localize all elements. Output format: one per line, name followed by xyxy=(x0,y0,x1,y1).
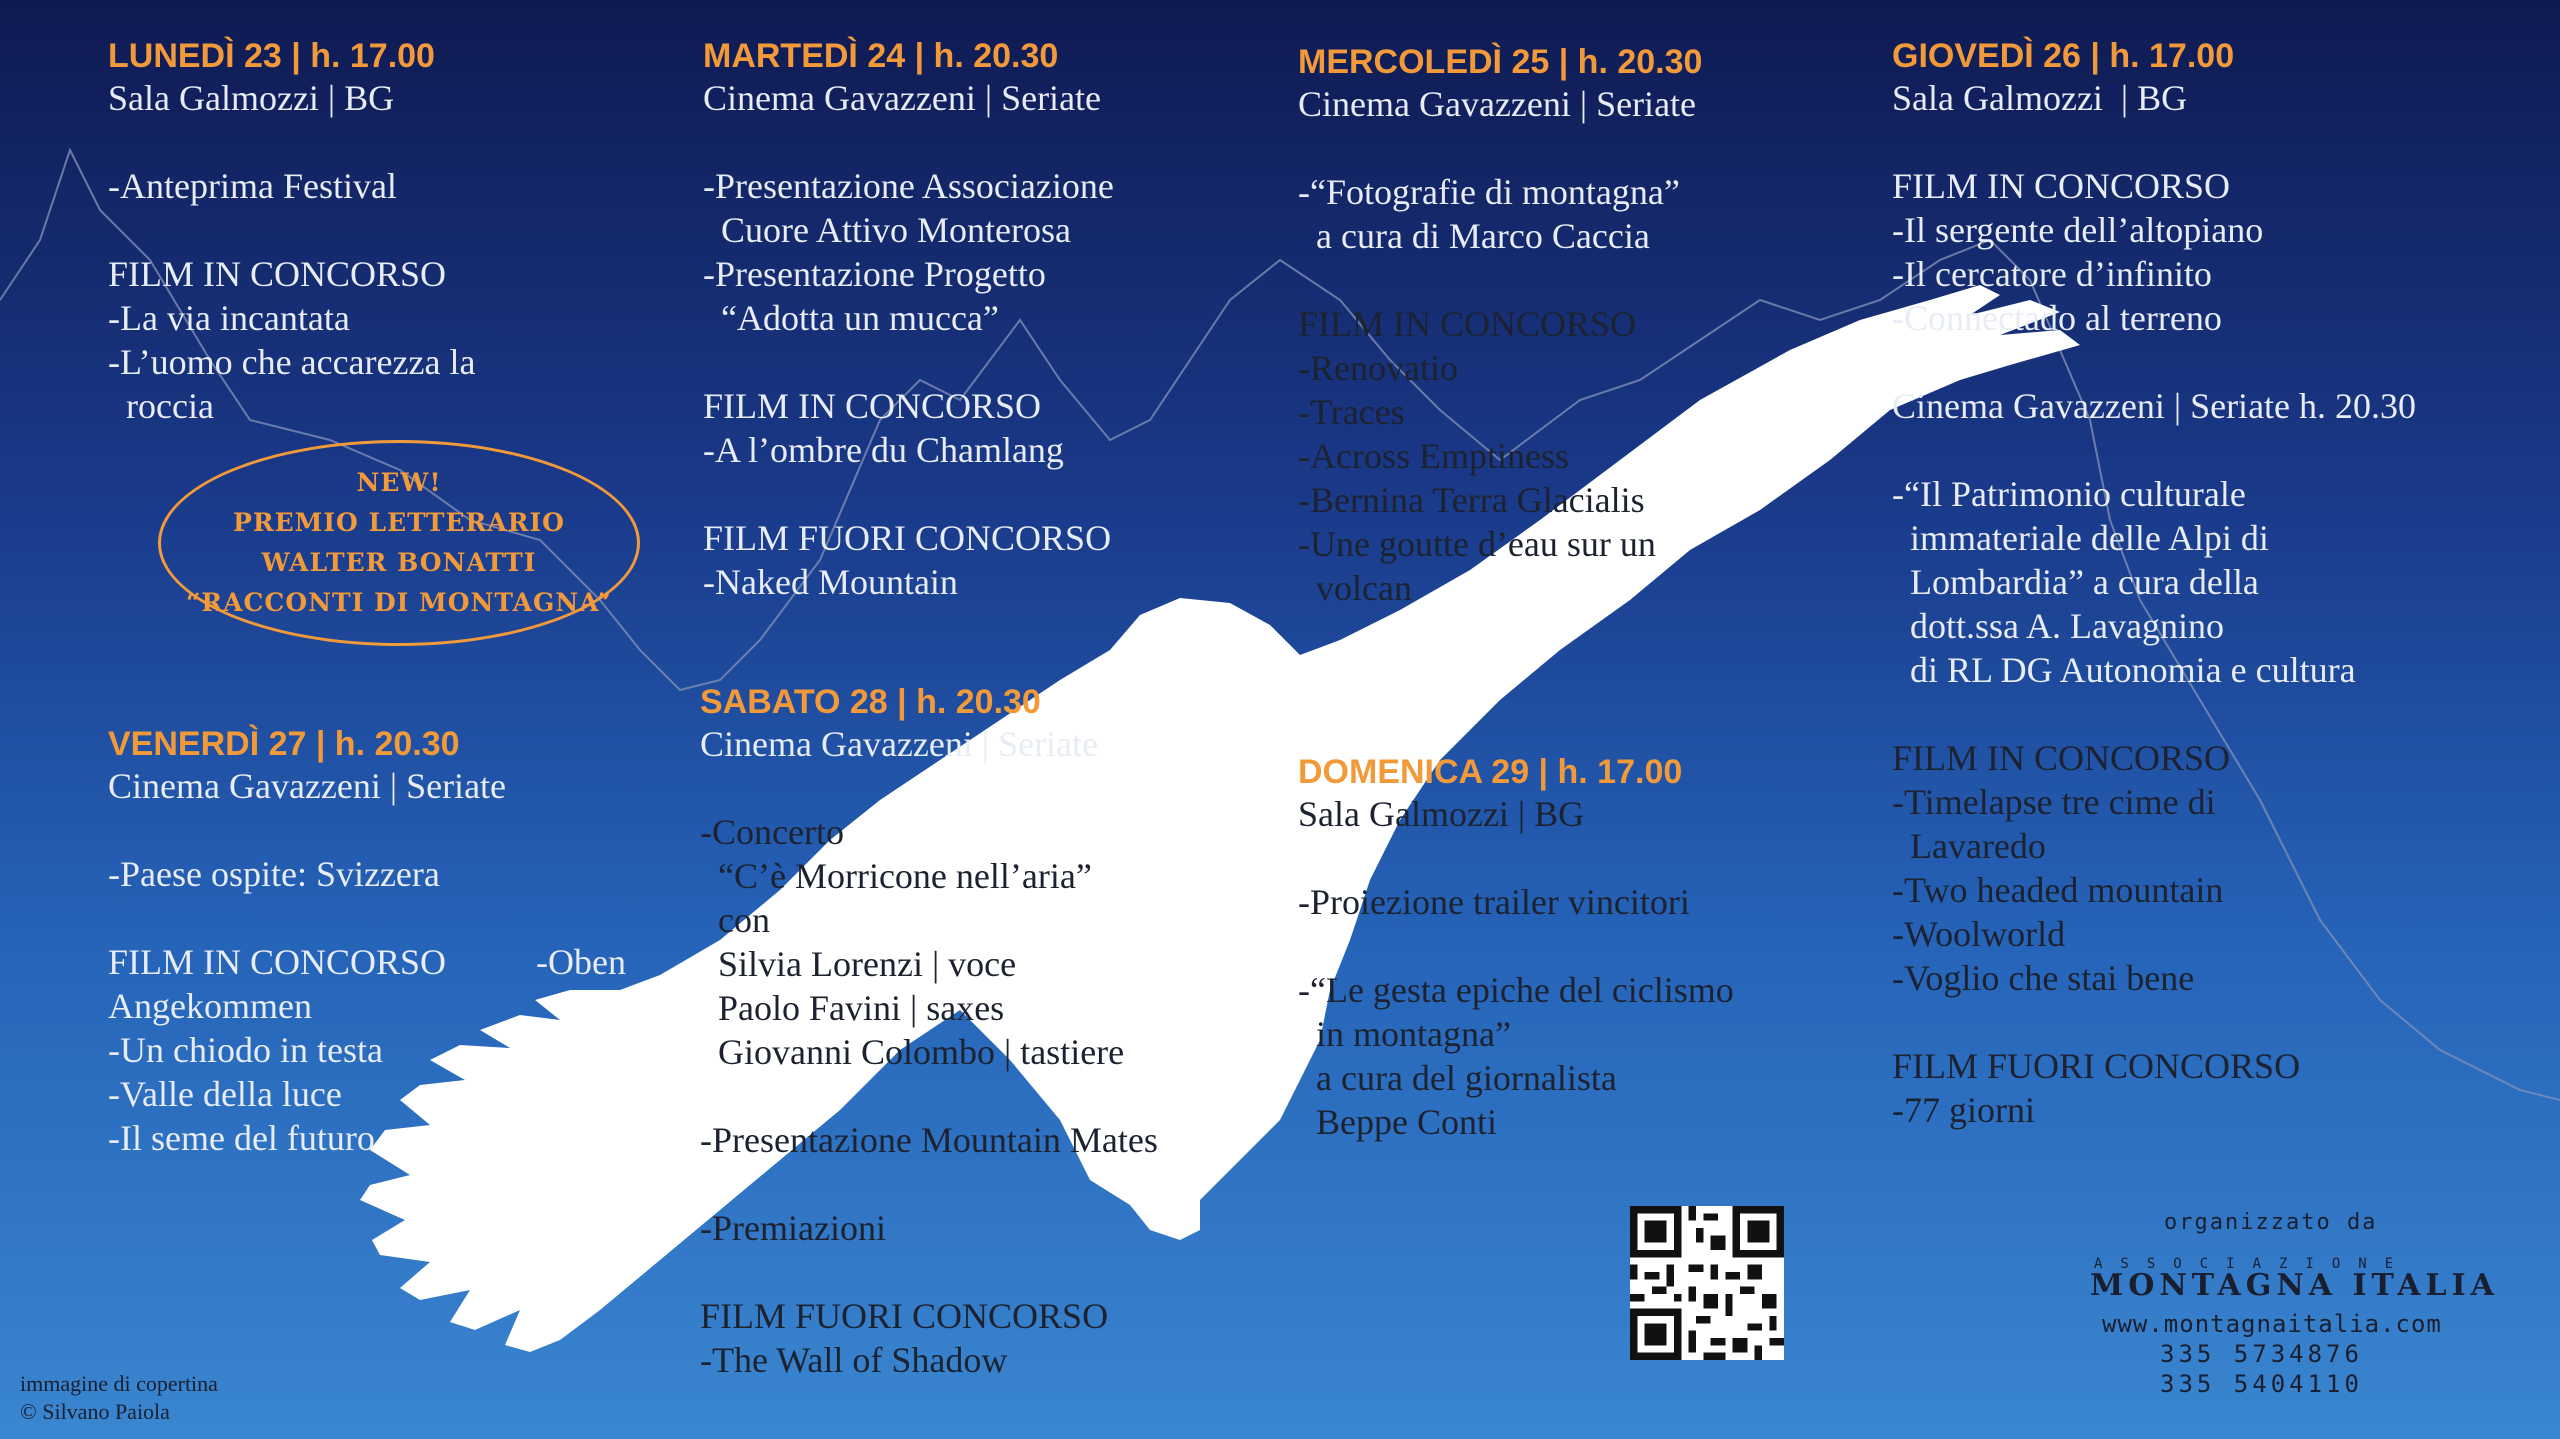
program-line: FILM IN CONCORSO xyxy=(1298,304,1637,344)
organizer-phone: 335 5404110 xyxy=(2160,1370,2363,1398)
program-line: Lavaredo xyxy=(1892,826,2046,866)
program-line: -A l’ombre du Chamlang xyxy=(703,430,1064,470)
program-line xyxy=(1298,126,1858,170)
program-line xyxy=(108,120,668,164)
program-line xyxy=(1892,1000,2552,1044)
program-line: -“Il Patrimonio culturale xyxy=(1892,474,2246,514)
program-line xyxy=(703,120,1263,164)
program-line: -Il cercatore d’infinito xyxy=(1892,254,2212,294)
program-line: FILM FUORI CONCORSO xyxy=(700,1296,1109,1336)
venue: Sala Galmozzi | BG xyxy=(1298,794,1585,834)
program-line: di RL DG Autonomia e cultura xyxy=(1892,650,2356,690)
badge-line: PREMIO LETTERARIO xyxy=(233,508,565,537)
program-line: -Bernina Terra Glacialis xyxy=(1298,480,1645,520)
program-line xyxy=(703,472,1263,516)
program-line xyxy=(1892,120,2552,164)
program-line: -Presentazione Mountain Mates xyxy=(700,1120,1158,1160)
day-heading: VENERDÌ 27 | h. 20.30 xyxy=(108,725,460,763)
program-line: a cura del giornalista xyxy=(1298,1058,1617,1098)
program-line: -Traces xyxy=(1298,392,1405,432)
day-sunday xyxy=(1298,752,1898,1144)
program-line: -Woolworld xyxy=(1892,914,2066,954)
day-heading: MARTEDÌ 24 | h. 20.30 xyxy=(703,37,1059,75)
program-line: -Un chiodo in testa xyxy=(108,1030,383,1070)
badge-line: WALTER BONATTI xyxy=(261,548,537,577)
day-heading: GIOVEDÌ 26 | h. 17.00 xyxy=(1892,37,2235,75)
program-line: -Proiezione trailer vincitori xyxy=(1298,882,1690,922)
program-line: -Anteprima Festival xyxy=(108,166,397,206)
program-line: -Valle della luce xyxy=(108,1074,342,1114)
venue: Sala Galmozzi | BG xyxy=(108,78,395,118)
venue: Cinema Gavazzeni | Seriate xyxy=(108,766,507,806)
program-line: Beppe Conti xyxy=(1298,1102,1497,1142)
program-line: immateriale delle Alpi di xyxy=(1892,518,2269,558)
program-line: Silvia Lorenzi | voce xyxy=(700,944,1017,984)
program-line: -La via incantata xyxy=(108,298,350,338)
program-line: -Presentazione Progetto xyxy=(703,254,1046,294)
program-line: dott.ssa A. Lavagnino xyxy=(1892,606,2224,646)
program-line xyxy=(700,1250,1300,1294)
program-line: Paolo Favini | saxes xyxy=(700,988,1005,1028)
program-line xyxy=(703,340,1263,384)
venue: Cinema Gavazzeni | Seriate xyxy=(1298,84,1697,124)
program-line xyxy=(1892,692,2552,736)
program-line xyxy=(1298,836,1898,880)
organizer-assoc: ASSOCIAZIONE xyxy=(2094,1256,2412,1272)
program-line: FILM IN CONCORSO xyxy=(703,386,1042,426)
credit-line: immagine di copertina xyxy=(20,1371,218,1396)
program-line xyxy=(700,1162,1300,1206)
organizer-label: organizzato da xyxy=(2164,1210,2378,1235)
program-line: -Two headed mountain xyxy=(1892,870,2224,910)
program-line xyxy=(700,1074,1300,1118)
day-heading: LUNEDÌ 23 | h. 17.00 xyxy=(108,37,435,75)
program-line xyxy=(700,766,1300,810)
program-line xyxy=(1298,258,1858,302)
program-line: FILM IN CONCORSO xyxy=(1892,738,2231,778)
badge-line: NEW! xyxy=(356,468,442,497)
program-line: Angekommen xyxy=(108,986,312,1026)
program-line: FILM FUORI CONCORSO xyxy=(703,518,1112,558)
program-line: -Naked Mountain xyxy=(703,562,958,602)
program-line: -Voglio che stai bene xyxy=(1892,958,2195,998)
program-line: FILM IN CONCORSO xyxy=(1892,166,2231,206)
qr-code-icon[interactable] xyxy=(1630,1206,1784,1360)
program-line: -L’uomo che accarezza la xyxy=(108,342,476,382)
badge-line: “RACCONTI DI MONTAGNA” xyxy=(185,588,612,617)
program-line: -Premiazioni xyxy=(700,1208,886,1248)
credit-line: © Silvano Paiola xyxy=(20,1399,170,1424)
program-line xyxy=(108,208,668,252)
program-line: -Concerto xyxy=(700,812,844,852)
program-line: volcan xyxy=(1298,568,1412,608)
venue: Cinema Gavazzeni | Seriate xyxy=(703,78,1102,118)
program-line: con xyxy=(700,900,770,940)
program-line xyxy=(108,896,708,940)
day-heading: MERCOLEDÌ 25 | h. 20.30 xyxy=(1298,43,1703,81)
program-line xyxy=(1892,428,2552,472)
program-line: Cuore Attivo Monterosa xyxy=(703,210,1071,250)
program-line: a cura di Marco Caccia xyxy=(1298,216,1650,256)
program-line: Cinema Gavazzeni | Seriate h. 20.30 xyxy=(1892,386,2417,426)
day-thursday xyxy=(1892,36,2552,1132)
program-line xyxy=(1298,924,1898,968)
day-monday xyxy=(108,36,668,428)
program-line xyxy=(108,808,708,852)
program-line: -Connectado al terreno xyxy=(1892,298,2222,338)
program-line: Lombardia” a cura della xyxy=(1892,562,2259,602)
program-line: FILM IN CONCORSO -Oben xyxy=(108,942,627,982)
program-line: -Paese ospite: Svizzera xyxy=(108,854,440,894)
program-line: -Presentazione Associazione xyxy=(703,166,1114,206)
day-tuesday xyxy=(703,36,1263,604)
program-line: -Across Emptiness xyxy=(1298,436,1569,476)
program-line: -“Le gesta epiche del ciclismo xyxy=(1298,970,1734,1010)
program-line: -77 giorni xyxy=(1892,1090,2035,1130)
program-line: -Timelapse tre cime di xyxy=(1892,782,2216,822)
program-line: in montagna” xyxy=(1298,1014,1511,1054)
program-line: -Il seme del futuro xyxy=(108,1118,375,1158)
new-award-badge xyxy=(158,440,640,646)
program-line: FILM IN CONCORSO xyxy=(108,254,447,294)
day-friday xyxy=(108,724,708,1160)
program-line: “C’è Morricone nell’aria” xyxy=(700,856,1092,896)
program-line: -The Wall of Shadow xyxy=(700,1340,1008,1380)
venue: Cinema Gavazzeni | Seriate xyxy=(700,724,1099,764)
program-line: FILM FUORI CONCORSO xyxy=(1892,1046,2301,1086)
program-line: -Une goutte d’eau sur un xyxy=(1298,524,1656,564)
program-line: “Adotta un mucca” xyxy=(703,298,999,338)
day-heading: SABATO 28 | h. 20.30 xyxy=(700,683,1041,721)
program-line: -Renovatio xyxy=(1298,348,1458,388)
image-credit xyxy=(20,1370,218,1426)
venue: Sala Galmozzi | BG xyxy=(1892,78,2188,118)
program-line: -Il sergente dell’altopiano xyxy=(1892,210,2264,250)
program-line: Giovanni Colombo | tastiere xyxy=(700,1032,1125,1072)
day-wednesday xyxy=(1298,42,1858,610)
organizer-website-link[interactable]: www.montagnaitalia.com xyxy=(2102,1310,2442,1338)
organizer-name-logo: MONTAGNA ITALIA xyxy=(2090,1268,2499,1303)
organizer-phone: 335 5734876 xyxy=(2160,1340,2363,1368)
day-saturday xyxy=(700,682,1300,1382)
program-line: -“Fotografie di montagna” xyxy=(1298,172,1680,212)
day-heading: DOMENICA 29 | h. 17.00 xyxy=(1298,753,1683,791)
program-line xyxy=(1892,340,2552,384)
program-line: roccia xyxy=(108,386,214,426)
